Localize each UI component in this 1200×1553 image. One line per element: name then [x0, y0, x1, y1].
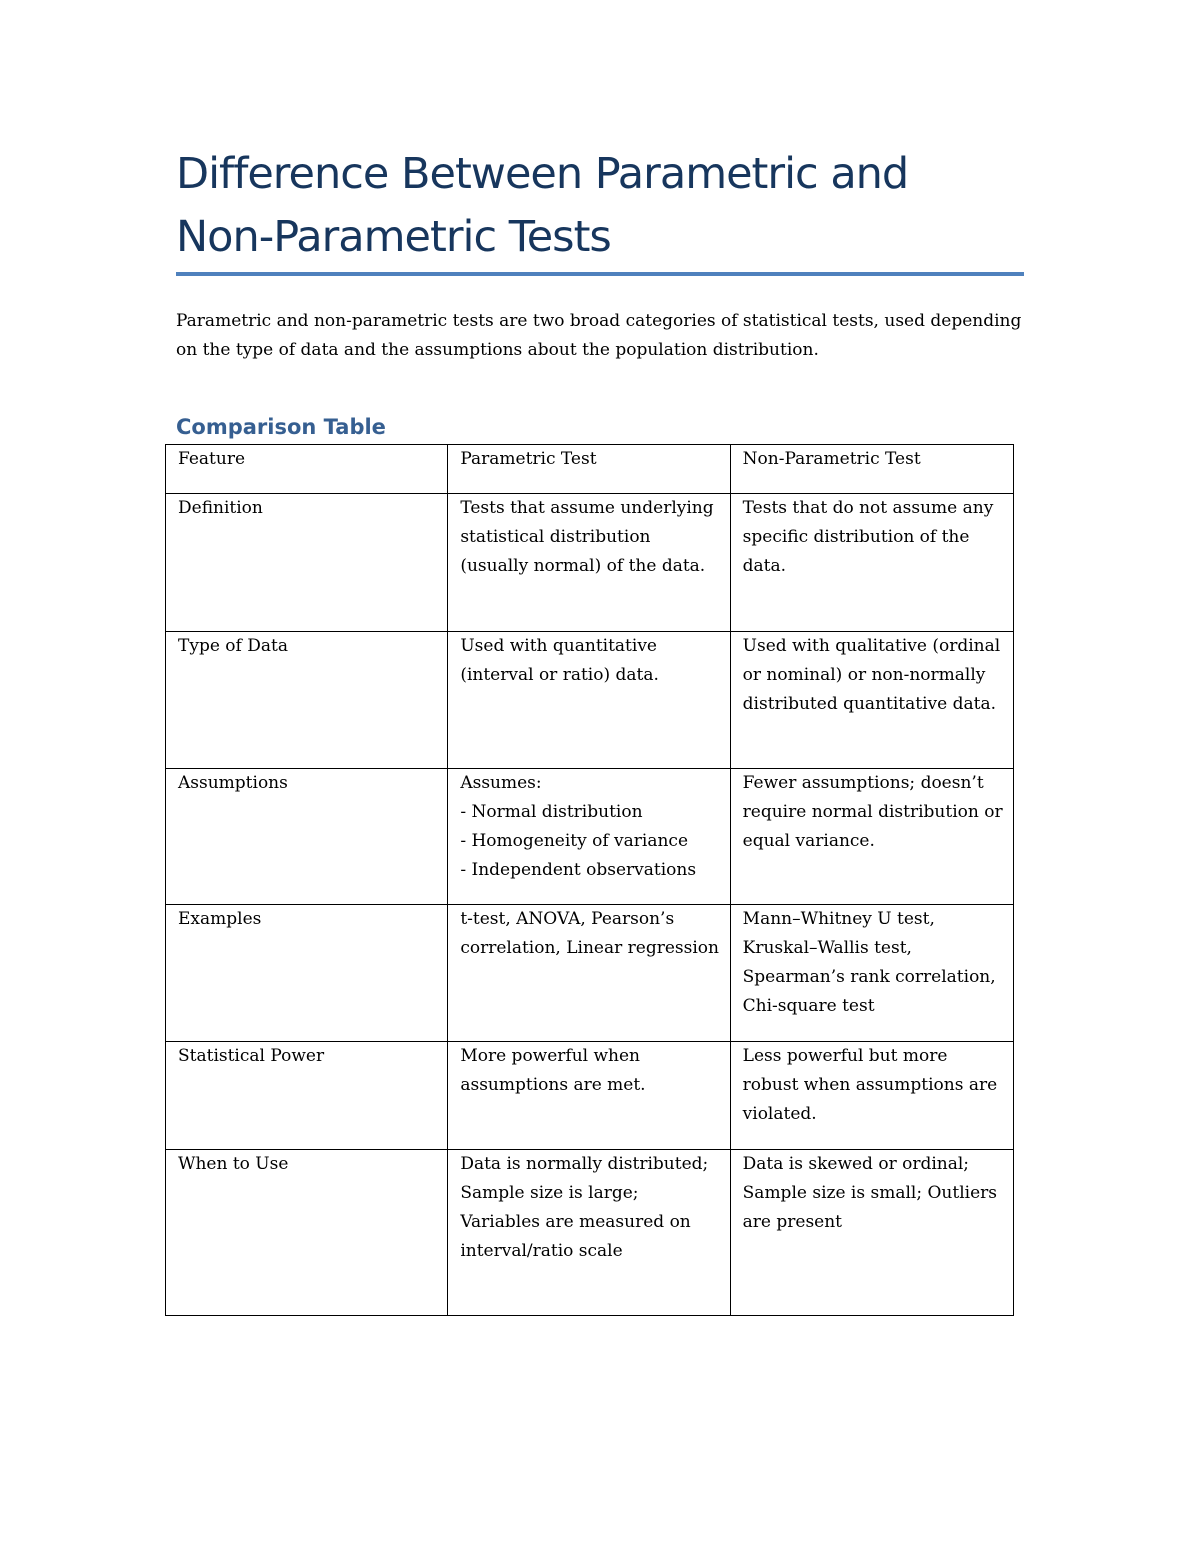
cell-nonparametric: Fewer assumptions; doesn’t require normal distribution or equal variance.	[730, 769, 1013, 905]
cell-feature: Definition	[166, 494, 448, 632]
cell-feature: Examples	[166, 905, 448, 1042]
table-header-row	[166, 445, 1014, 494]
cell-parametric: Data is normally distributed; Sample size is large; Variables are measured on interval/ratio scale	[448, 1150, 730, 1316]
assumptions-line: - Normal distribution	[460, 802, 643, 822]
cell-parametric: Used with quantitative (interval or ratio) data.	[448, 632, 730, 769]
cell-feature: Assumptions	[166, 769, 448, 905]
table-row	[166, 1150, 1014, 1316]
cell-nonparametric: Less powerful but more robust when assumptions are violated.	[730, 1042, 1013, 1150]
page-title-line-2: Non-Parametric Tests	[176, 212, 611, 262]
assumptions-line: Assumes:	[460, 773, 542, 793]
header-feature: Feature	[166, 445, 448, 494]
intro-paragraph: Parametric and non-parametric tests are two broad categories of statistical tests, used depending on the type of data and the assumptions about the population distribution.	[176, 311, 1022, 360]
cell-parametric: t-test, ANOVA, Pearson’s correlation, Linear regression	[448, 905, 730, 1042]
cell-nonparametric: Data is skewed or ordinal; Sample size is small; Outliers are present	[730, 1150, 1013, 1316]
table-row	[166, 769, 1014, 905]
page-title	[176, 143, 1026, 269]
cell-parametric: Tests that assume underlying statistical distribution (usually normal) of the data.	[448, 494, 730, 632]
table-row	[166, 1042, 1014, 1150]
title-underline	[176, 272, 1024, 276]
cell-feature: Type of Data	[166, 632, 448, 769]
cell-nonparametric: Used with qualitative (ordinal or nominal) or non-normally distributed quantitative data.	[730, 632, 1013, 769]
comparison-table	[165, 444, 1014, 1316]
cell-feature: Statistical Power	[166, 1042, 448, 1150]
table-row	[166, 632, 1014, 769]
assumptions-line: - Independent observations	[460, 860, 697, 880]
assumptions-line: - Homogeneity of variance	[460, 831, 689, 851]
header-parametric: Parametric Test	[448, 445, 730, 494]
header-nonparametric: Non-Parametric Test	[730, 445, 1013, 494]
table-row	[166, 494, 1014, 632]
cell-feature: When to Use	[166, 1150, 448, 1316]
cell-parametric	[448, 769, 730, 905]
cell-nonparametric: Mann–Whitney U test, Kruskal–Wallis test, Spearman’s rank correlation, Chi-square test	[730, 905, 1013, 1042]
section-heading: Comparison Table	[176, 415, 386, 439]
page-title-line-1: Difference Between Parametric and	[176, 149, 909, 199]
table-row	[166, 905, 1014, 1042]
cell-parametric: More powerful when assumptions are met.	[448, 1042, 730, 1150]
cell-nonparametric: Tests that do not assume any specific distribution of the data.	[730, 494, 1013, 632]
